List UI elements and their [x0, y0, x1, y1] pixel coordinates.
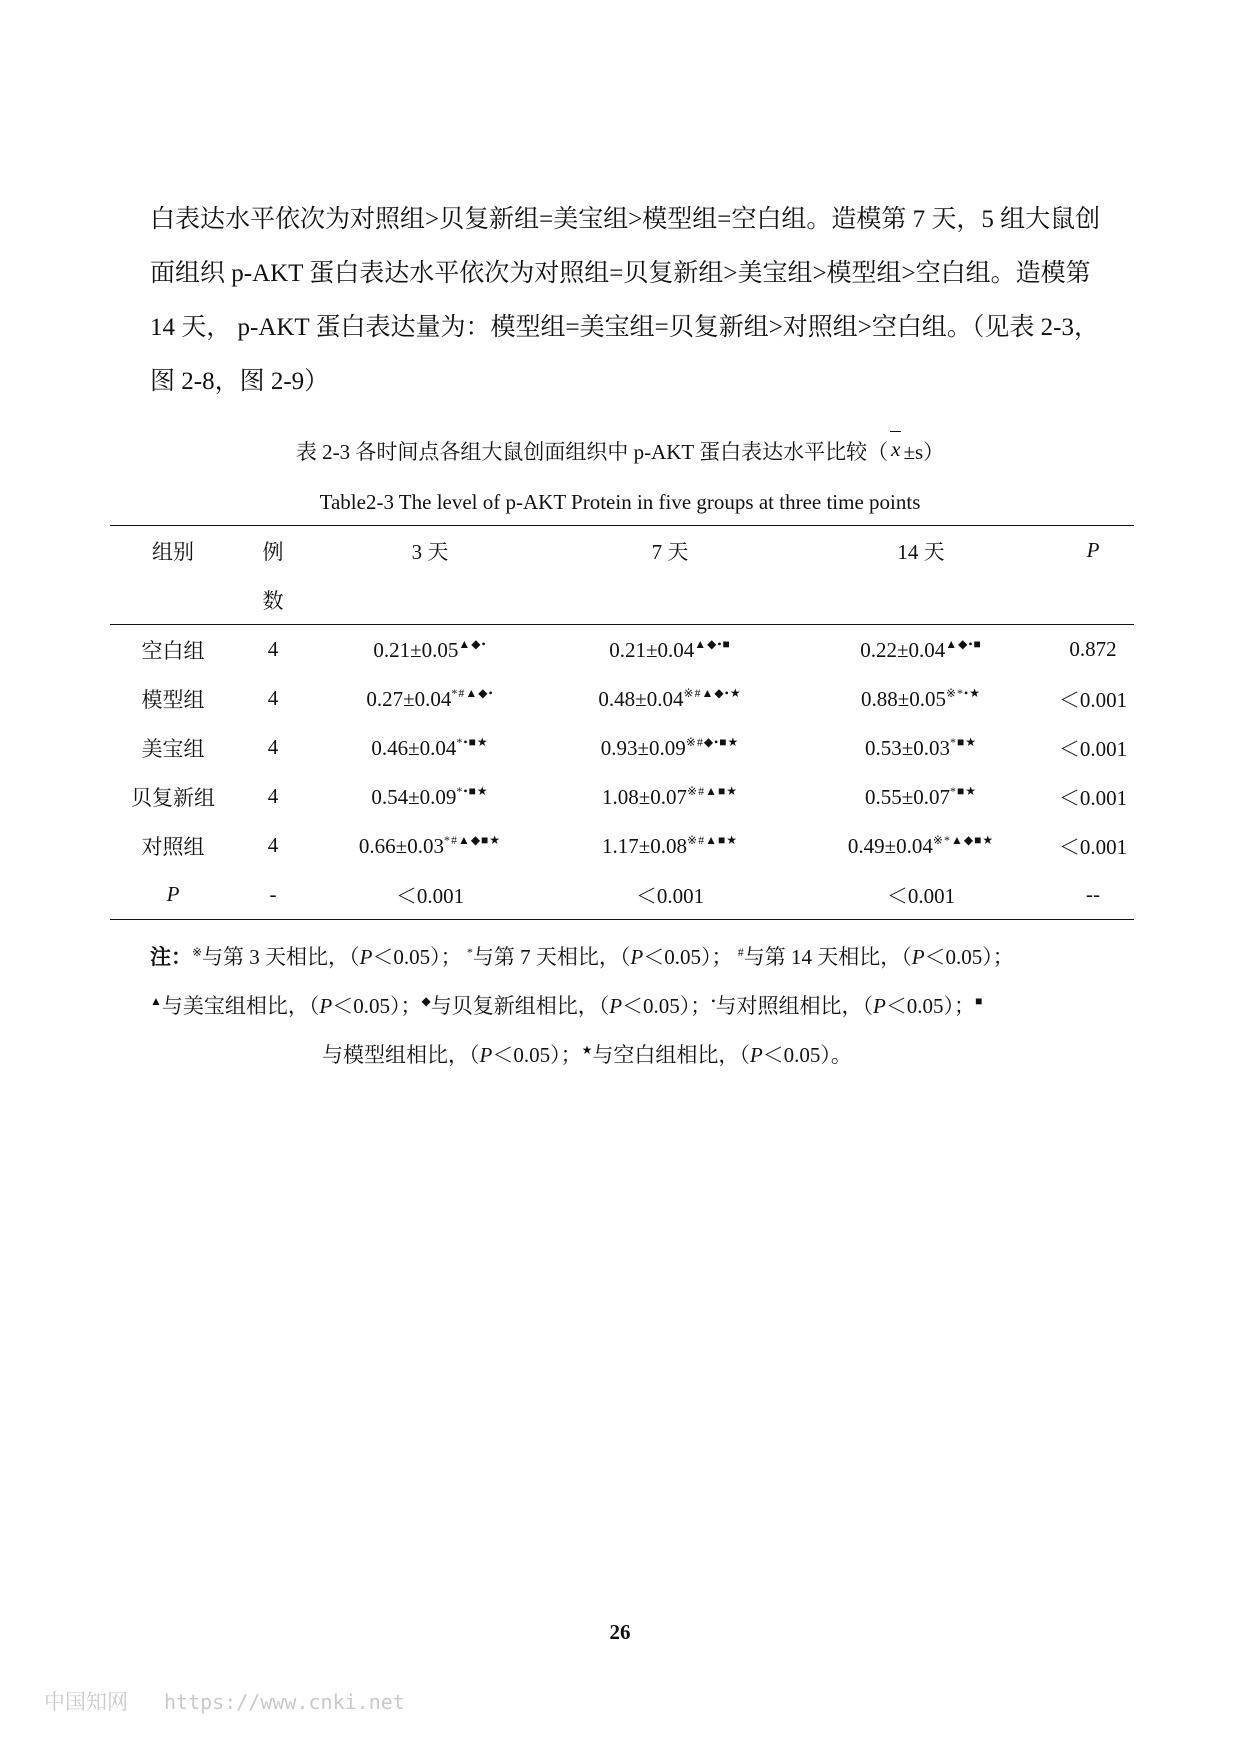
significance-marks: *•■★: [456, 783, 489, 798]
note-text: 与第 3 天相比，（: [202, 945, 360, 969]
note-text: ＜0.05）；: [622, 994, 712, 1018]
significance-marks: *■★: [950, 734, 978, 749]
header-group: 组别: [152, 539, 194, 564]
cell-day14: [790, 625, 1052, 675]
value: 0.88±0.05: [860, 686, 946, 711]
note-p-symbol: P: [359, 945, 373, 969]
header-empty: [790, 575, 1052, 625]
cell-day7: ＜0.001: [635, 883, 705, 908]
note-p-symbol: P: [479, 1043, 493, 1067]
significance-marks: ※#◆•■★: [685, 734, 740, 749]
cell-day7: [550, 821, 790, 870]
significance-marks: *•■★: [456, 734, 489, 749]
note-content: [322, 1043, 852, 1067]
cell-day14: [790, 723, 1052, 772]
cell-day7: [550, 674, 790, 723]
cell-p: ＜0.001: [1058, 687, 1128, 712]
note-text: ＜0.05）；: [332, 994, 422, 1018]
significance-marks: ※#▲■★: [687, 832, 738, 847]
header-empty: [310, 575, 550, 625]
value: 0.54±0.09: [371, 784, 457, 809]
note-text: 与模型组相比，（: [322, 1043, 480, 1067]
header-day7: 7 天: [651, 539, 689, 564]
value: 0.53±0.03: [864, 735, 950, 760]
cell-p: ＜0.001: [1058, 834, 1128, 859]
table-row: [110, 772, 1134, 821]
note-text: ＜0.05）；: [492, 1043, 582, 1067]
cell-group: 美宝组: [141, 736, 205, 761]
cell-n: 4: [267, 735, 279, 759]
cell-day3: [310, 674, 550, 723]
note-mark: •: [711, 994, 716, 1008]
watermark-brand: 中国知网: [44, 1690, 128, 1714]
caption-prefix: 表 2-3 各时间点各组大鼠创面组织中 p-AKT 蛋白表达水平比较（: [295, 440, 889, 464]
note-mark: ■: [975, 994, 983, 1008]
cell-day3: [310, 772, 550, 821]
table-note-line-1: [150, 928, 1090, 982]
note-text: 与第 7 天相比，（: [472, 945, 631, 969]
table-row: [110, 625, 1134, 675]
table-caption-cn: [0, 436, 1240, 466]
table-row: [110, 723, 1134, 772]
cell-day7: [550, 772, 790, 821]
header-empty: [110, 575, 236, 625]
significance-marks: ※#▲◆•★: [683, 685, 742, 700]
cell-p-label: P: [166, 882, 180, 906]
cell-p: ＜0.001: [1058, 785, 1128, 810]
cell-n: 4: [267, 637, 279, 661]
note-text: ＜0.05）。: [762, 1043, 852, 1067]
cell-group: 模型组: [141, 687, 205, 712]
cell-n: 4: [267, 686, 279, 710]
table-note-line-3: [322, 1026, 1240, 1080]
note-text: 与第 14 天相比，（: [743, 945, 912, 969]
value: 0.93±0.09: [600, 735, 686, 760]
note-text: 与美宝组相比，（: [161, 994, 320, 1018]
note-content: [192, 945, 1014, 969]
cell-day3: [310, 723, 550, 772]
paragraph-line: 面组织 p-AKT 蛋白表达水平依次为对照组=贝复新组>美宝组>模型组>空白组。造模第: [150, 260, 1091, 287]
cell-group: 对照组: [141, 834, 205, 859]
note-content: [150, 994, 982, 1018]
note-text: ＜0.05）；: [924, 945, 1014, 969]
cell-p: --: [1086, 882, 1100, 906]
note-text: 与对照组相比，（: [715, 994, 873, 1018]
value: 1.17±0.08: [602, 833, 688, 858]
note-p-symbol: P: [872, 994, 886, 1018]
note-mark: *: [466, 945, 473, 959]
cell-day14: [790, 821, 1052, 870]
note-mark: ★: [581, 1043, 593, 1057]
note-p-symbol: P: [609, 994, 623, 1018]
table-header-row-2: [110, 575, 1134, 625]
cell-group: 贝复新组: [131, 785, 215, 810]
cell-day14: ＜0.001: [886, 883, 956, 908]
header-p: P: [1086, 538, 1100, 562]
cell-n: 4: [267, 833, 279, 857]
data-table: [110, 525, 1134, 920]
value: 0.55±0.07: [864, 784, 950, 809]
note-text: 与贝复新组相比，（: [430, 994, 610, 1018]
paragraph-line: 14 天， p-AKT 蛋白表达量为：模型组=美宝组=贝复新组>对照组>空白组。（见表 2-3，: [150, 314, 1099, 341]
table-caption-en: Table2-3 The level of p-AKT Protein in five groups at three time points: [319, 490, 921, 514]
note-p-symbol: P: [630, 945, 644, 969]
value: 0.48±0.04: [598, 686, 684, 711]
cell-day3: ＜0.001: [395, 883, 465, 908]
significance-marks: ※*•★: [946, 685, 982, 700]
significance-marks: *#▲◆■★: [443, 832, 502, 847]
watermark-url: https://www.cnki.net: [164, 1690, 405, 1714]
cell-day14: [790, 772, 1052, 821]
note-p-symbol: P: [319, 994, 333, 1018]
watermark: [44, 1686, 405, 1716]
note-mark: #: [737, 945, 744, 959]
value: 0.27±0.04: [366, 686, 452, 711]
cell-group: 空白组: [141, 638, 205, 663]
table-header-row: [110, 526, 1134, 576]
significance-marks: ▲◆•: [458, 636, 487, 651]
cell-day3: [310, 625, 550, 675]
header-n-line2: 数: [236, 575, 310, 625]
note-label: 注：: [150, 945, 192, 969]
header-empty: [1052, 575, 1134, 625]
cell-day3: [310, 821, 550, 870]
caption-suffix: ±s）: [903, 440, 945, 464]
note-p-symbol: P: [911, 945, 925, 969]
note-mark: ※: [192, 945, 203, 959]
cell-day7: [550, 625, 790, 675]
value: 0.22±0.04: [860, 637, 946, 662]
note-p-symbol: P: [749, 1043, 763, 1067]
table-row-p: [110, 870, 1134, 920]
paragraph-line: 白表达水平依次为对照组>贝复新组=美宝组>模型组=空白组。造模第 7 天，5 组大鼠创: [150, 206, 1101, 233]
note-text: 与空白组相比，（: [592, 1043, 750, 1067]
cell-p: 0.872: [1069, 637, 1117, 661]
value: 0.46±0.04: [371, 735, 457, 760]
table-note-line-2: [150, 977, 1090, 1031]
significance-marks: ▲◆•■: [694, 636, 731, 651]
body-paragraph: [150, 193, 1100, 409]
significance-marks: *■★: [950, 783, 978, 798]
significance-marks: *#▲◆•: [451, 685, 494, 700]
note-mark: ◆: [421, 994, 431, 1008]
cell-n: -: [269, 882, 277, 906]
page-number: 26: [609, 1620, 631, 1644]
cell-day14: [790, 674, 1052, 723]
note-text: ＜0.05）；: [643, 945, 738, 969]
value: 0.21±0.05: [373, 637, 459, 662]
header-n-line1: 例: [262, 539, 284, 564]
significance-marks: ※*▲◆■★: [932, 832, 995, 847]
paragraph-line: 图 2-8，图 2-9）: [150, 368, 330, 395]
value: 0.66±0.03: [358, 833, 444, 858]
value: 0.49±0.04: [847, 833, 933, 858]
note-text: ＜0.05）；: [885, 994, 976, 1018]
cell-n: 4: [267, 784, 279, 808]
note-mark: ▲: [150, 994, 162, 1008]
header-day14: 14 天: [897, 539, 945, 564]
value: 0.21±0.04: [609, 637, 695, 662]
table-row: [110, 674, 1134, 723]
value: 1.08±0.07: [602, 784, 688, 809]
significance-marks: ※#▲■★: [687, 783, 738, 798]
cell-day7: [550, 723, 790, 772]
header-empty: [550, 575, 790, 625]
cell-p: ＜0.001: [1058, 736, 1128, 761]
significance-marks: ▲◆•■: [945, 636, 982, 651]
table-row: [110, 821, 1134, 870]
note-text: ＜0.05）；: [372, 945, 467, 969]
header-day3: 3 天: [411, 539, 449, 564]
x-bar-symbol: x: [888, 437, 903, 462]
